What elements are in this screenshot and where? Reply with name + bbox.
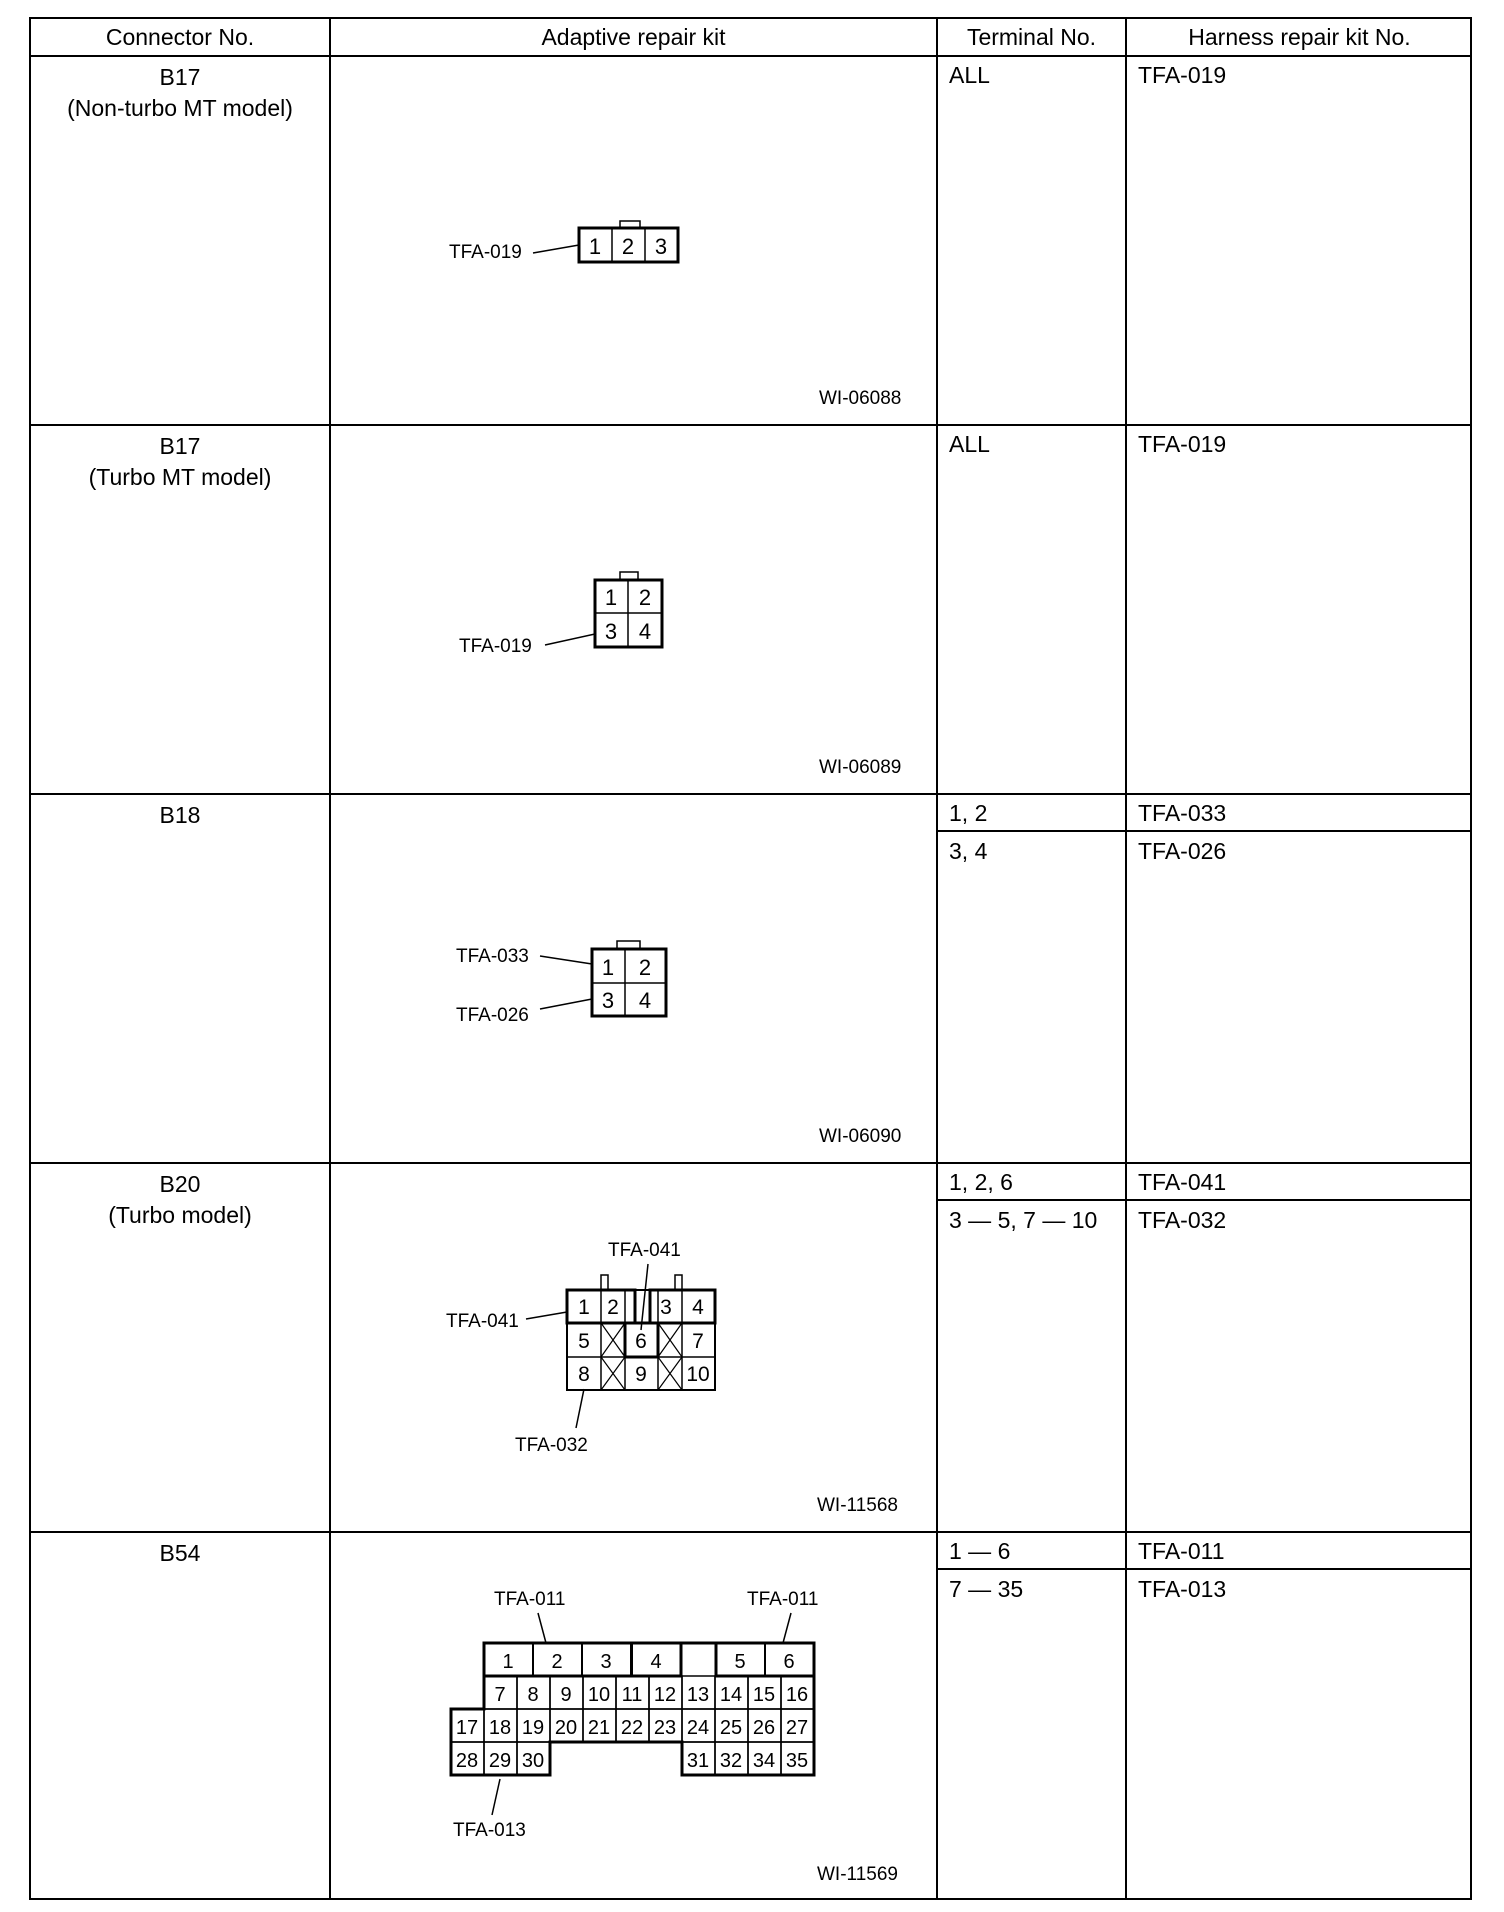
pin-label: 9 <box>560 1684 572 1706</box>
connector-number: B54 <box>159 1540 201 1566</box>
header-harness-repair-kit-no: Harness repair kit No. <box>1188 24 1411 50</box>
connector-number: B18 <box>159 802 201 828</box>
pin-label: 2 <box>551 1651 563 1673</box>
pin-label: 26 <box>752 1717 776 1739</box>
pin-label: 11 <box>621 1684 643 1706</box>
row-divider <box>31 55 1470 57</box>
pin-label: 30 <box>521 1750 545 1772</box>
harness-kit-value: TFA-026 <box>1138 838 1227 864</box>
pin-label: 34 <box>752 1750 776 1772</box>
harness-kit-value: TFA-033 <box>1138 800 1227 826</box>
pin-label: 7 <box>692 1330 704 1353</box>
pin-label: 1 <box>578 1296 590 1319</box>
pin-label: 15 <box>752 1684 776 1706</box>
pin-label: 10 <box>686 1363 710 1386</box>
pin-label: 8 <box>578 1363 590 1386</box>
pin-label: 32 <box>719 1750 743 1772</box>
row-divider <box>31 1531 1470 1533</box>
pin-label: 1 <box>601 955 615 980</box>
pin-label: 4 <box>650 1651 662 1673</box>
pin-label: 3 <box>654 234 668 259</box>
harness-kit-value: TFA-032 <box>1138 1207 1227 1233</box>
terminal-value: 7 — 35 <box>949 1576 1024 1602</box>
row-2-connector <box>31 431 329 493</box>
row-4-connector <box>31 1169 329 1231</box>
pin-label: 1 <box>502 1651 514 1673</box>
terminal-value: ALL <box>949 431 990 457</box>
column-divider <box>329 19 331 1898</box>
harness-kit-value: TFA-019 <box>1138 62 1227 88</box>
pin-label: 23 <box>653 1717 677 1739</box>
terminal-value: 3, 4 <box>949 838 988 864</box>
terminal-value: ALL <box>949 62 990 88</box>
pin-label: 19 <box>521 1717 545 1739</box>
terminal-value: 1, 2, 6 <box>949 1169 1013 1195</box>
pin-label: 2 <box>621 234 635 259</box>
callout-label: TFA-041 <box>446 1311 519 1332</box>
header-connector-no: Connector No. <box>105 24 255 50</box>
figure-code: WI-11569 <box>817 1864 898 1885</box>
harness-kit-value: TFA-011 <box>1138 1538 1225 1564</box>
harness-kit-value: TFA-041 <box>1138 1169 1227 1195</box>
callout-label: TFA-019 <box>459 636 532 657</box>
callout-label: TFA-011 <box>494 1589 566 1610</box>
pin-label: 29 <box>488 1750 512 1772</box>
pin-label: 8 <box>527 1684 539 1706</box>
figure-code: WI-06089 <box>819 757 902 778</box>
pin-label: 4 <box>692 1296 704 1319</box>
pin-label: 2 <box>607 1296 619 1319</box>
pin-label: 2 <box>638 585 652 610</box>
pin-label: 25 <box>719 1717 743 1739</box>
pin-label: 35 <box>785 1750 809 1772</box>
row-divider <box>31 1162 1470 1164</box>
pin-label: 10 <box>587 1684 611 1706</box>
pin-label: 1 <box>588 234 602 259</box>
callout-label: TFA-026 <box>456 1005 529 1026</box>
row-1-connector <box>31 62 329 124</box>
terminal-value: 3 — 5, 7 — 10 <box>949 1207 1098 1233</box>
callout-label: TFA-033 <box>456 946 529 967</box>
row-divider <box>31 424 1470 426</box>
callout-label: TFA-041 <box>608 1240 681 1261</box>
subrow-divider <box>936 1199 1470 1201</box>
pin-label: 9 <box>635 1363 647 1386</box>
connector-number: B17 <box>159 64 201 90</box>
pin-label: 3 <box>600 1651 612 1673</box>
terminal-value: 1, 2 <box>949 800 988 826</box>
pin-label: 6 <box>783 1651 795 1673</box>
pin-label: 17 <box>455 1717 479 1739</box>
column-divider <box>936 19 938 1898</box>
pin-label: 21 <box>587 1717 611 1739</box>
figure-code: WI-11568 <box>817 1495 898 1516</box>
pin-label: 13 <box>686 1684 710 1706</box>
connector-note: (Turbo MT model) <box>88 464 272 490</box>
connector-number: B17 <box>159 433 201 459</box>
row-5-connector <box>31 1538 329 1569</box>
callout-label: TFA-011 <box>747 1589 819 1610</box>
pin-label: 2 <box>638 955 652 980</box>
connector-number: B20 <box>159 1171 201 1197</box>
figure-code: WI-06088 <box>819 388 902 409</box>
pin-label: 7 <box>494 1684 506 1706</box>
pin-label: 12 <box>653 1684 677 1706</box>
subrow-divider <box>936 1568 1470 1570</box>
row-3-connector <box>31 800 329 831</box>
pin-label: 31 <box>686 1750 710 1772</box>
figure-code: WI-06090 <box>819 1126 902 1147</box>
terminal-value: 1 — 6 <box>949 1538 1011 1564</box>
pin-label: 5 <box>734 1651 746 1673</box>
pin-label: 1 <box>604 585 618 610</box>
pin-label: 27 <box>785 1717 809 1739</box>
column-divider <box>1125 19 1127 1898</box>
pin-label: 28 <box>455 1750 479 1772</box>
pin-label: 4 <box>638 619 652 644</box>
pin-label: 6 <box>635 1330 647 1353</box>
pin-label: 5 <box>578 1330 590 1353</box>
repair-kit-table <box>29 17 1472 1900</box>
header-adaptive-repair-kit: Adaptive repair kit <box>541 24 726 50</box>
subrow-divider <box>936 830 1470 832</box>
harness-kit-value: TFA-013 <box>1138 1576 1227 1602</box>
pin-label: 20 <box>554 1717 578 1739</box>
callout-label: TFA-013 <box>453 1820 526 1841</box>
callout-label: TFA-019 <box>449 242 522 263</box>
header-terminal-no: Terminal No. <box>966 24 1097 50</box>
connector-note: (Non-turbo MT model) <box>67 95 293 121</box>
pin-label: 14 <box>719 1684 743 1706</box>
row-divider <box>31 793 1470 795</box>
harness-kit-value: TFA-019 <box>1138 431 1227 457</box>
pin-label: 24 <box>686 1717 710 1739</box>
pin-label: 4 <box>638 988 652 1013</box>
pin-label: 18 <box>488 1717 512 1739</box>
callout-label: TFA-032 <box>515 1435 588 1456</box>
pin-label: 3 <box>604 619 618 644</box>
pin-label: 3 <box>660 1296 672 1319</box>
pin-label: 3 <box>601 988 615 1013</box>
pin-label: 22 <box>620 1717 644 1739</box>
connector-note: (Turbo model) <box>108 1202 252 1228</box>
pin-label: 16 <box>785 1684 809 1706</box>
